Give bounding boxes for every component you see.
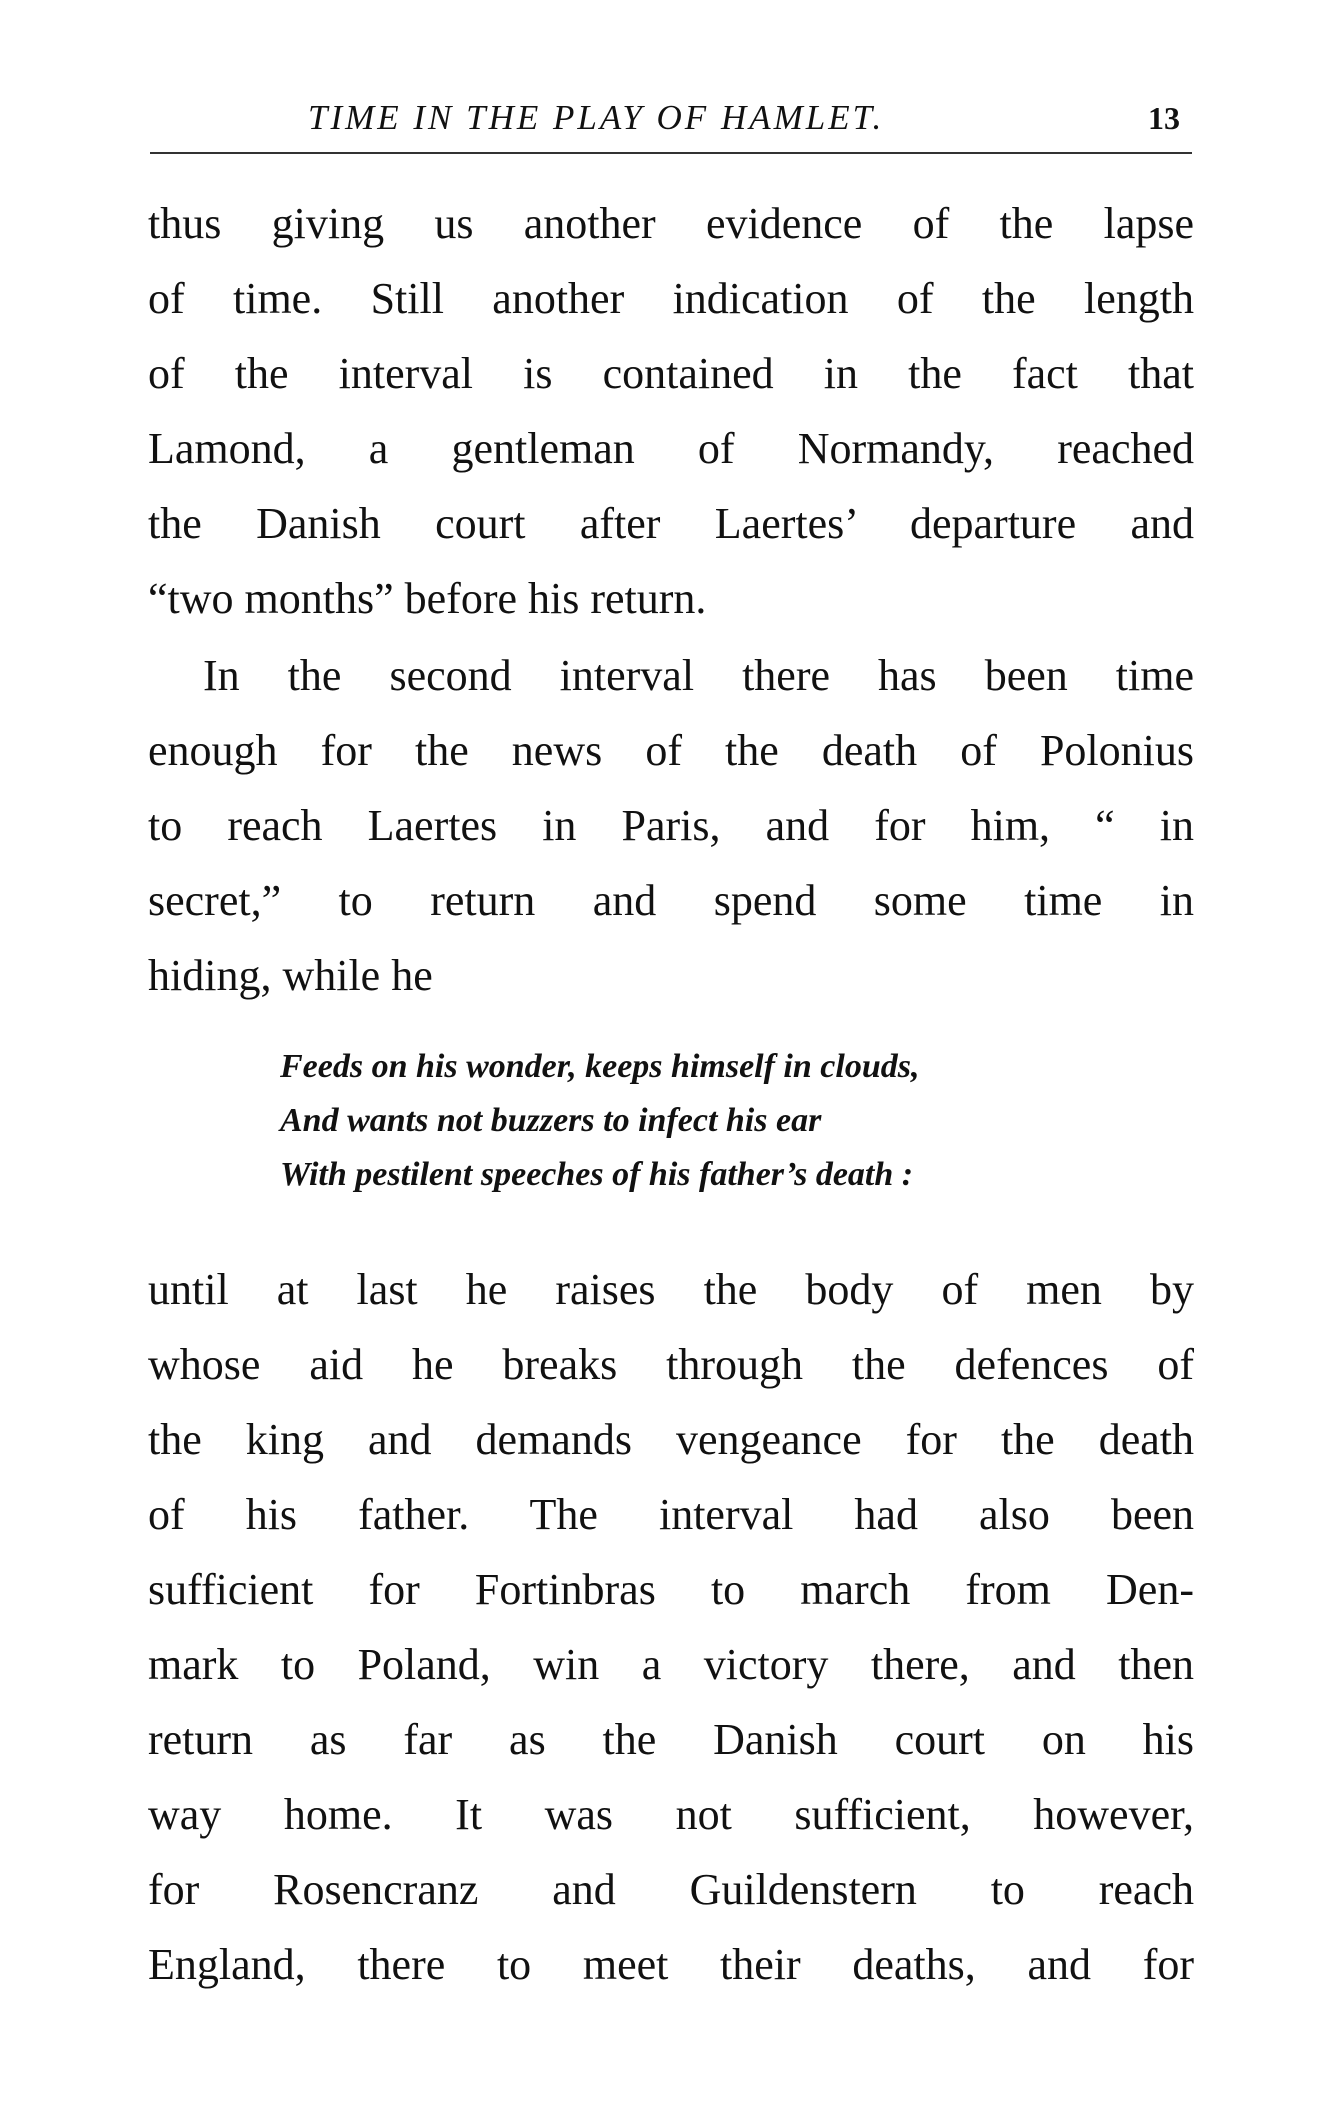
text-line: the king and demands vengeance for the death [148, 1415, 1194, 1464]
page-number: 13 [1148, 100, 1180, 136]
paragraph-2 [148, 638, 1194, 1013]
text-line: thus giving us another evidence of the lapse [148, 199, 1194, 248]
text-line: whose aid he breaks through the defences of [148, 1340, 1194, 1389]
text-line: of the interval is contained in the fact that [148, 349, 1194, 398]
text-line: return as far as the Danish court on his [148, 1715, 1194, 1764]
text-line: until at last he raises the body of men by [148, 1265, 1194, 1314]
verse-quotation [280, 1040, 1140, 1202]
text-line: In the second interval there has been time [203, 651, 1194, 700]
text-line: England, there to meet their deaths, and for [148, 1940, 1194, 1989]
paragraph-1 [148, 186, 1194, 636]
text-line: the Danish court after Laertes’ departure and [148, 499, 1194, 548]
paragraph-3 [148, 1252, 1194, 2002]
verse-line: With pestilent speeches of his father’s death : [280, 1156, 914, 1193]
text-line: enough for the news of the death of Polonius [148, 726, 1194, 775]
text-line: of time. Still another indication of the length [148, 274, 1194, 323]
text-line: way home. It was not sufficient, however, [148, 1790, 1194, 1839]
text-line: “two months” before his return. [148, 574, 707, 623]
header-rule [150, 152, 1192, 154]
verse-line: And wants not buzzers to infect his ear [280, 1102, 822, 1139]
text-line: secret,” to return and spend some time in [148, 876, 1194, 925]
text-line: sufficient for Fortinbras to march from Den- [148, 1565, 1194, 1614]
text-line: Lamond, a gentleman of Normandy, reached [148, 424, 1194, 473]
running-title: TIME IN THE PLAY OF HAMLET. [308, 98, 885, 137]
text-line: for Rosencranz and Guildenstern to reach [148, 1865, 1194, 1914]
text-line: mark to Poland, win a victory there, and then [148, 1640, 1194, 1689]
running-head [148, 84, 1190, 144]
text-line: hiding, while he [148, 951, 433, 1000]
verse-line: Feeds on his wonder, keeps himself in clouds, [280, 1048, 920, 1085]
text-line: to reach Laertes in Paris, and for him, “ in [148, 801, 1194, 850]
text-line: of his father. The interval had also been [148, 1490, 1194, 1539]
